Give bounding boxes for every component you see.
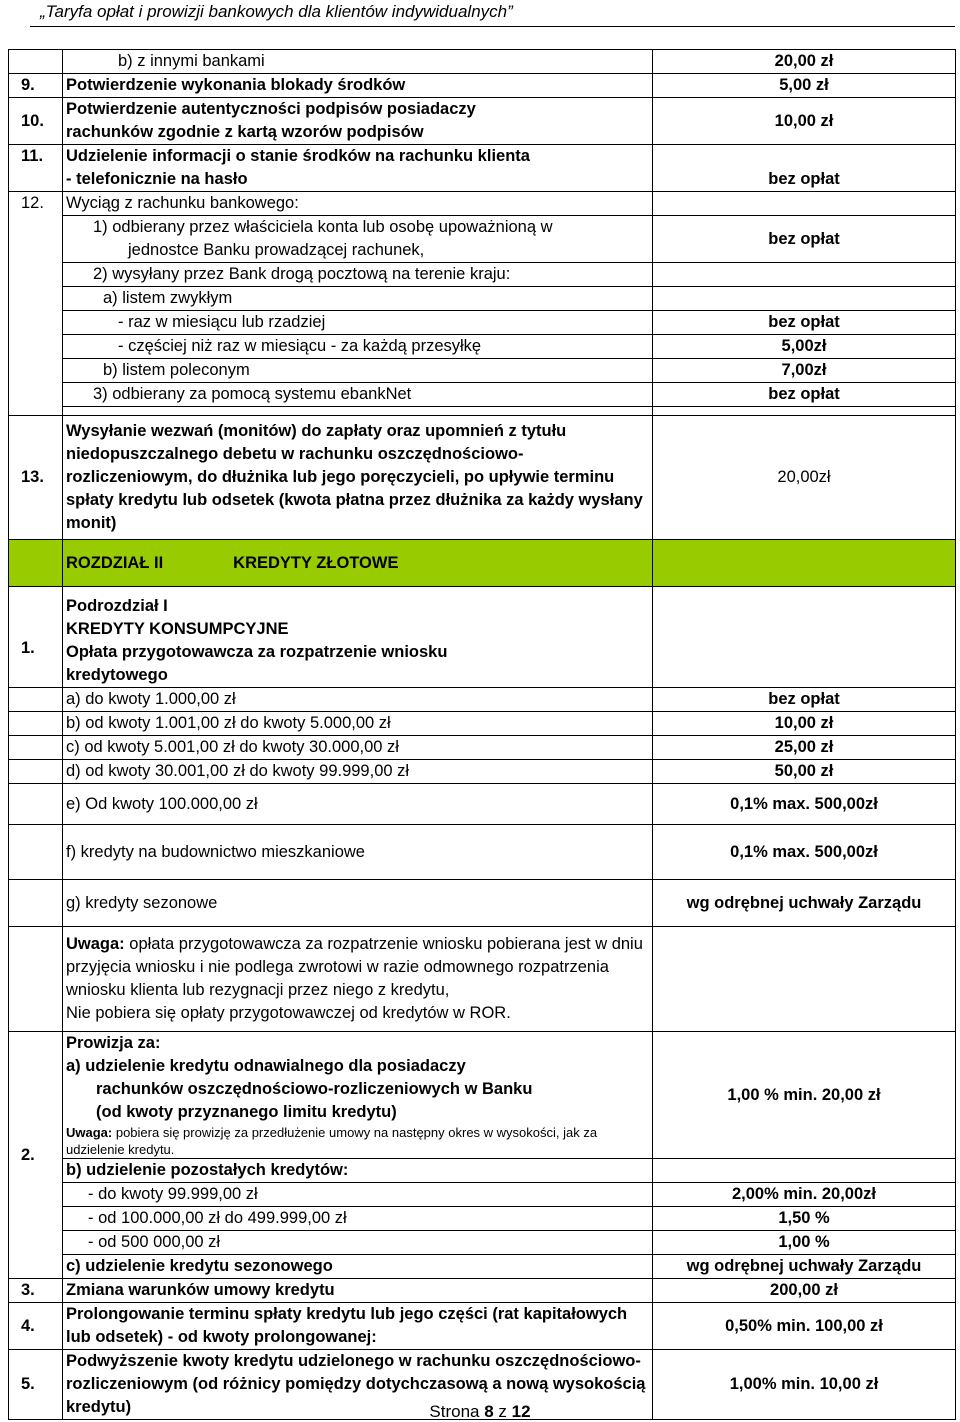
row-text: b) z innymi bankami xyxy=(63,50,653,74)
table-row: 1. Podrozdział I KREDYTY KONSUMPCYJNE Opłata przygotowawcza za rozpatrzenie wniosku kredytowego xyxy=(9,587,956,688)
document-header: „Taryfa opłat i prowizji bankowych dla klientów indywidualnych” xyxy=(40,2,513,21)
table-row: 9. Potwierdzenie wykonania blokady środków 5,00 zł xyxy=(9,74,956,98)
tariff-table: b) z innymi bankami 20,00 zł 9. Potwierdzenie wykonania blokady środków 5,00 zł 10. Potwierdzenie autentyczności podpisów posiadaczy rachunków zgodnie z kartą wzorów podpisów 10,00 zł 11. Udzielenie informacji o stanie środków na rachunku klienta - telefonicznie na hasło bez opłat 12. Wyciąg z rachunku bankowego: 1) odbierany przez właściciela konta lub osobę upoważnioną w jednostce Banku prowadzącej rachunek, bez opłat 2) wysyłany przez Bank drogą pocztową na terenie kraju: a) listem zwykłym - raz w miesiącu lub rzadziej bez opłat - częściej niż raz w miesiącu - za każdą przesyłkę 5,00zł b) listem poleconym 7,00zł 3) odbierany za pomocą systemu ebankNet bez opłat 13. Wysyłanie wezwań (monitów) do zapłaty oraz upomnień z tytułu niedopuszczalnego debetu w rachunku oszczędnościowo-rozliczeniowym, do dłużnika lub jego poręczycieli, po upływie terminu spłaty kredytu lub odsetek (kwota płatna przez dłużnika za każdy wysłany monit) 20,00zł ROZDZIAŁ II KREDYTY ZŁOTOWE 1. Podrozdział I KREDYTY KONSUMPCYJNE Opłata przygotowawcza za rozpatrzenie wniosku kredytowego a) do kwoty 1.000,00 zł bez opłat b) od kwoty 1.001,00 zł do kwoty 5.000,00 zł 10,00 zł c) od kwoty 5.001,00 zł do kwoty 30.000,00 zł 25,00 zł d) od kwoty 30.001,00 zł do kwoty 99.999,00 zł 50,00 zł e) Od kwoty 100.000,00 zł 0,1% max. 500,00zł f) kredyty na budownictwo mieszkaniowe 0,1% max. 500,00zł g) kredyty sezonowe wg odrębnej uchwały Zarządu Uwaga: opłata przygotowawcza za rozpatrzenie wniosku pobierana jest w dniu przyjęcia wniosku i nie podlega zwrotowi w razie odmownego rozpatrzenia wniosku klienta lub rezygnacji przez niego z kredytu, Nie pobiera się opłaty przygotowawczej od kredytów w ROR. 2. Prowizja za: a) udzielenie kredytu odnawialnego dla posiadaczy rachunków oszczędnościowo-rozliczeniowych w Banku (od kwoty przyznanego limitu kredytu) Uwaga: pobiera się prowizję za przedłużenie umowy na następny okres w wysokości, jak za udzielenie kredytu. 1,00 % min. 20,00 zł b) udzielenie pozostałych kredytów: - do kwoty 99.999,00 zł 2,00% min. 20,00zł - od 100.000,00 zł do 499.999,00 zł 1,50 % - od 500 000,00 zł 1,00 % c) udzielenie kredytu sezonowego wg odrębnej uchwały Zarządu 3. Zmiana warunków umowy kredytu 200,00 zł 4. Prolongowanie terminu spłaty kredytu lub jego części (rat kapitałowych lub odsetek) - od kwoty prolongowanej: 0,50% min. 100,00 zł 5. Podwyższenie kwoty kredytu udzielonego w rachunku oszczędnościowo-rozliczeniowym (od różnicy pomiędzy dotychczasową a nową wysokością kredytu) 1,00% min. 10,00 zł xyxy=(8,49,956,1420)
table-row: 5. Podwyższenie kwoty kredytu udzielonego w rachunku oszczędnościowo-rozliczeniowym (od różnicy pomiędzy dotychczasową a nową wysokością kredytu) 1,00% min. 10,00 zł xyxy=(9,1350,956,1420)
table-row: 3. Zmiana warunków umowy kredytu 200,00 zł xyxy=(9,1279,956,1303)
table-row: 12. Wyciąg z rachunku bankowego: xyxy=(9,192,956,216)
section-header: ROZDZIAŁ II KREDYTY ZŁOTOWE xyxy=(9,540,956,587)
table-row: 2. Prowizja za: a) udzielenie kredytu odnawialnego dla posiadaczy rachunków oszczędnościowo-rozliczeniowych w Banku (od kwoty przyznanego limitu kredytu) Uwaga: pobiera się prowizję za przedłużenie umowy na następny okres w wysokości, jak za udzielenie kredytu. 1,00 % min. 20,00 zł xyxy=(9,1032,956,1159)
table-row xyxy=(9,50,956,74)
table-row: 10. Potwierdzenie autentyczności podpisów posiadaczy rachunków zgodnie z kartą wzorów podpisów 10,00 zł xyxy=(9,98,956,145)
page-footer: Strona 8 z 12 xyxy=(429,1402,531,1421)
table-row: 11. Udzielenie informacji o stanie środków na rachunku klienta - telefonicznie na hasło bez opłat xyxy=(9,145,956,192)
row-fee: 20,00 zł xyxy=(653,50,956,74)
header-rule xyxy=(30,26,955,27)
note-row: Uwaga: opłata przygotowawcza za rozpatrzenie wniosku pobierana jest w dniu przyjęcia wniosku i nie podlega zwrotowi w razie odmownego rozpatrzenia wniosku klienta lub rezygnacji przez niego z kredytu, Nie pobiera się opłaty przygotowawczej od kredytów w ROR. xyxy=(9,927,956,1032)
table-row: 4. Prolongowanie terminu spłaty kredytu lub jego części (rat kapitałowych lub odsetek) - od kwoty prolongowanej: 0,50% min. 100,00 zł xyxy=(9,1303,956,1350)
table-row: 13. Wysyłanie wezwań (monitów) do zapłaty oraz upomnień z tytułu niedopuszczalnego debetu w rachunku oszczędnościowo-rozliczeniowym, do dłużnika lub jego poręczycieli, po upływie terminu spłaty kredytu lub odsetek (kwota płatna przez dłużnika za każdy wysłany monit) 20,00zł xyxy=(9,416,956,540)
